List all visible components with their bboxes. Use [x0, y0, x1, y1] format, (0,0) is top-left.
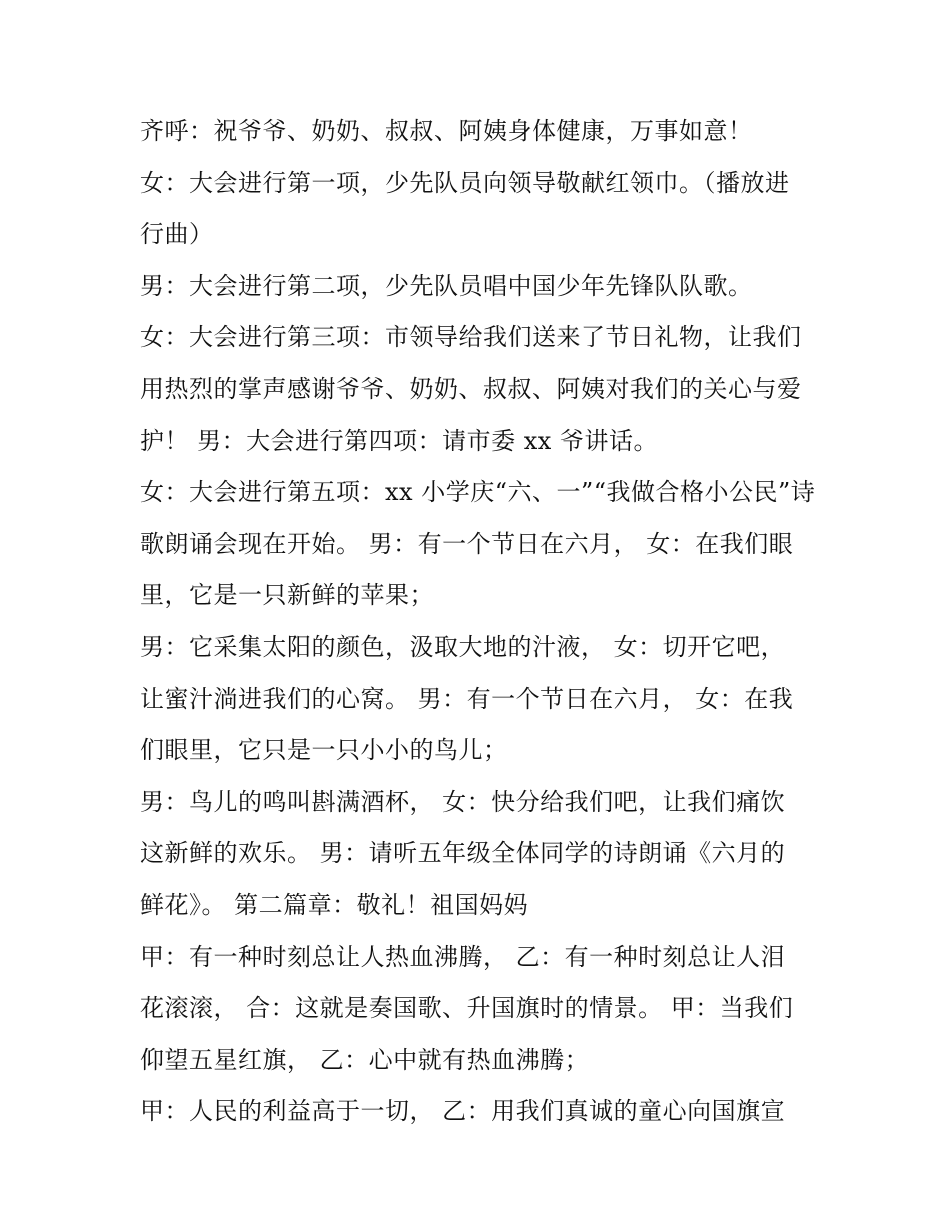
- document-body: [140, 106, 820, 1138]
- text-line: 里，它是一只新鲜的苹果；: [140, 581, 434, 610]
- text-line: 护！ 男：大会进行第四项：请市委 xx 爷讲话。: [140, 426, 658, 455]
- text-line: 用热烈的掌声感谢爷爷、奶奶、叔叔、阿姨对我们的关心与爱: [140, 374, 802, 403]
- text-line: 歌朗诵会现在开始。 男：有一个节日在六月， 女：在我们眼: [140, 529, 794, 558]
- text-line: 女：大会进行第一项，少先队员向领导敬献红领巾。（播放进: [140, 168, 790, 197]
- text-line: 女：大会进行第五项：xx 小学庆“六、一”“我做合格小公民”诗: [140, 478, 816, 507]
- text-line: 鲜花》。 第二篇章：敬礼！祖国妈妈: [140, 890, 529, 919]
- text-line: 行曲）: [140, 220, 214, 249]
- text-line: 齐呼：祝爷爷、奶奶、叔叔、阿姨身体健康，万事如意！: [140, 117, 753, 145]
- text-line: 男：鸟儿的鸣叫斟满酒杯， 女：快分给我们吧，让我们痛饮: [140, 787, 786, 816]
- text-line: 们眼里，它只是一只小小的鸟儿；: [140, 736, 508, 765]
- text-line: 甲：有一种时刻总让人热血沸腾， 乙：有一种时刻总让人泪: [140, 942, 786, 971]
- text-line: 这新鲜的欢乐。 男：请听五年级全体同学的诗朗诵《六月的: [140, 839, 786, 868]
- text-line: 男：大会进行第二项，少先队员唱中国少年先锋队队歌。: [140, 271, 753, 300]
- text-line: 男：它采集太阳的颜色，汲取大地的汁液， 女：切开它吧，: [140, 632, 786, 661]
- text-line: 花滚滚， 合：这就是奏国歌、升国旗时的情景。 甲：当我们: [140, 994, 794, 1023]
- text-line: 甲：人民的利益高于一切， 乙：用我们真诚的童心向国旗宣: [140, 1097, 786, 1126]
- text-line: 女：大会进行第三项：市领导给我们送来了节日礼物，让我们: [140, 323, 802, 352]
- text-line: 让蜜汁淌进我们的心窝。 男：有一个节日在六月， 女：在我: [140, 684, 794, 713]
- text-line: 仰望五星红旗， 乙：心中就有热血沸腾；: [140, 1045, 590, 1074]
